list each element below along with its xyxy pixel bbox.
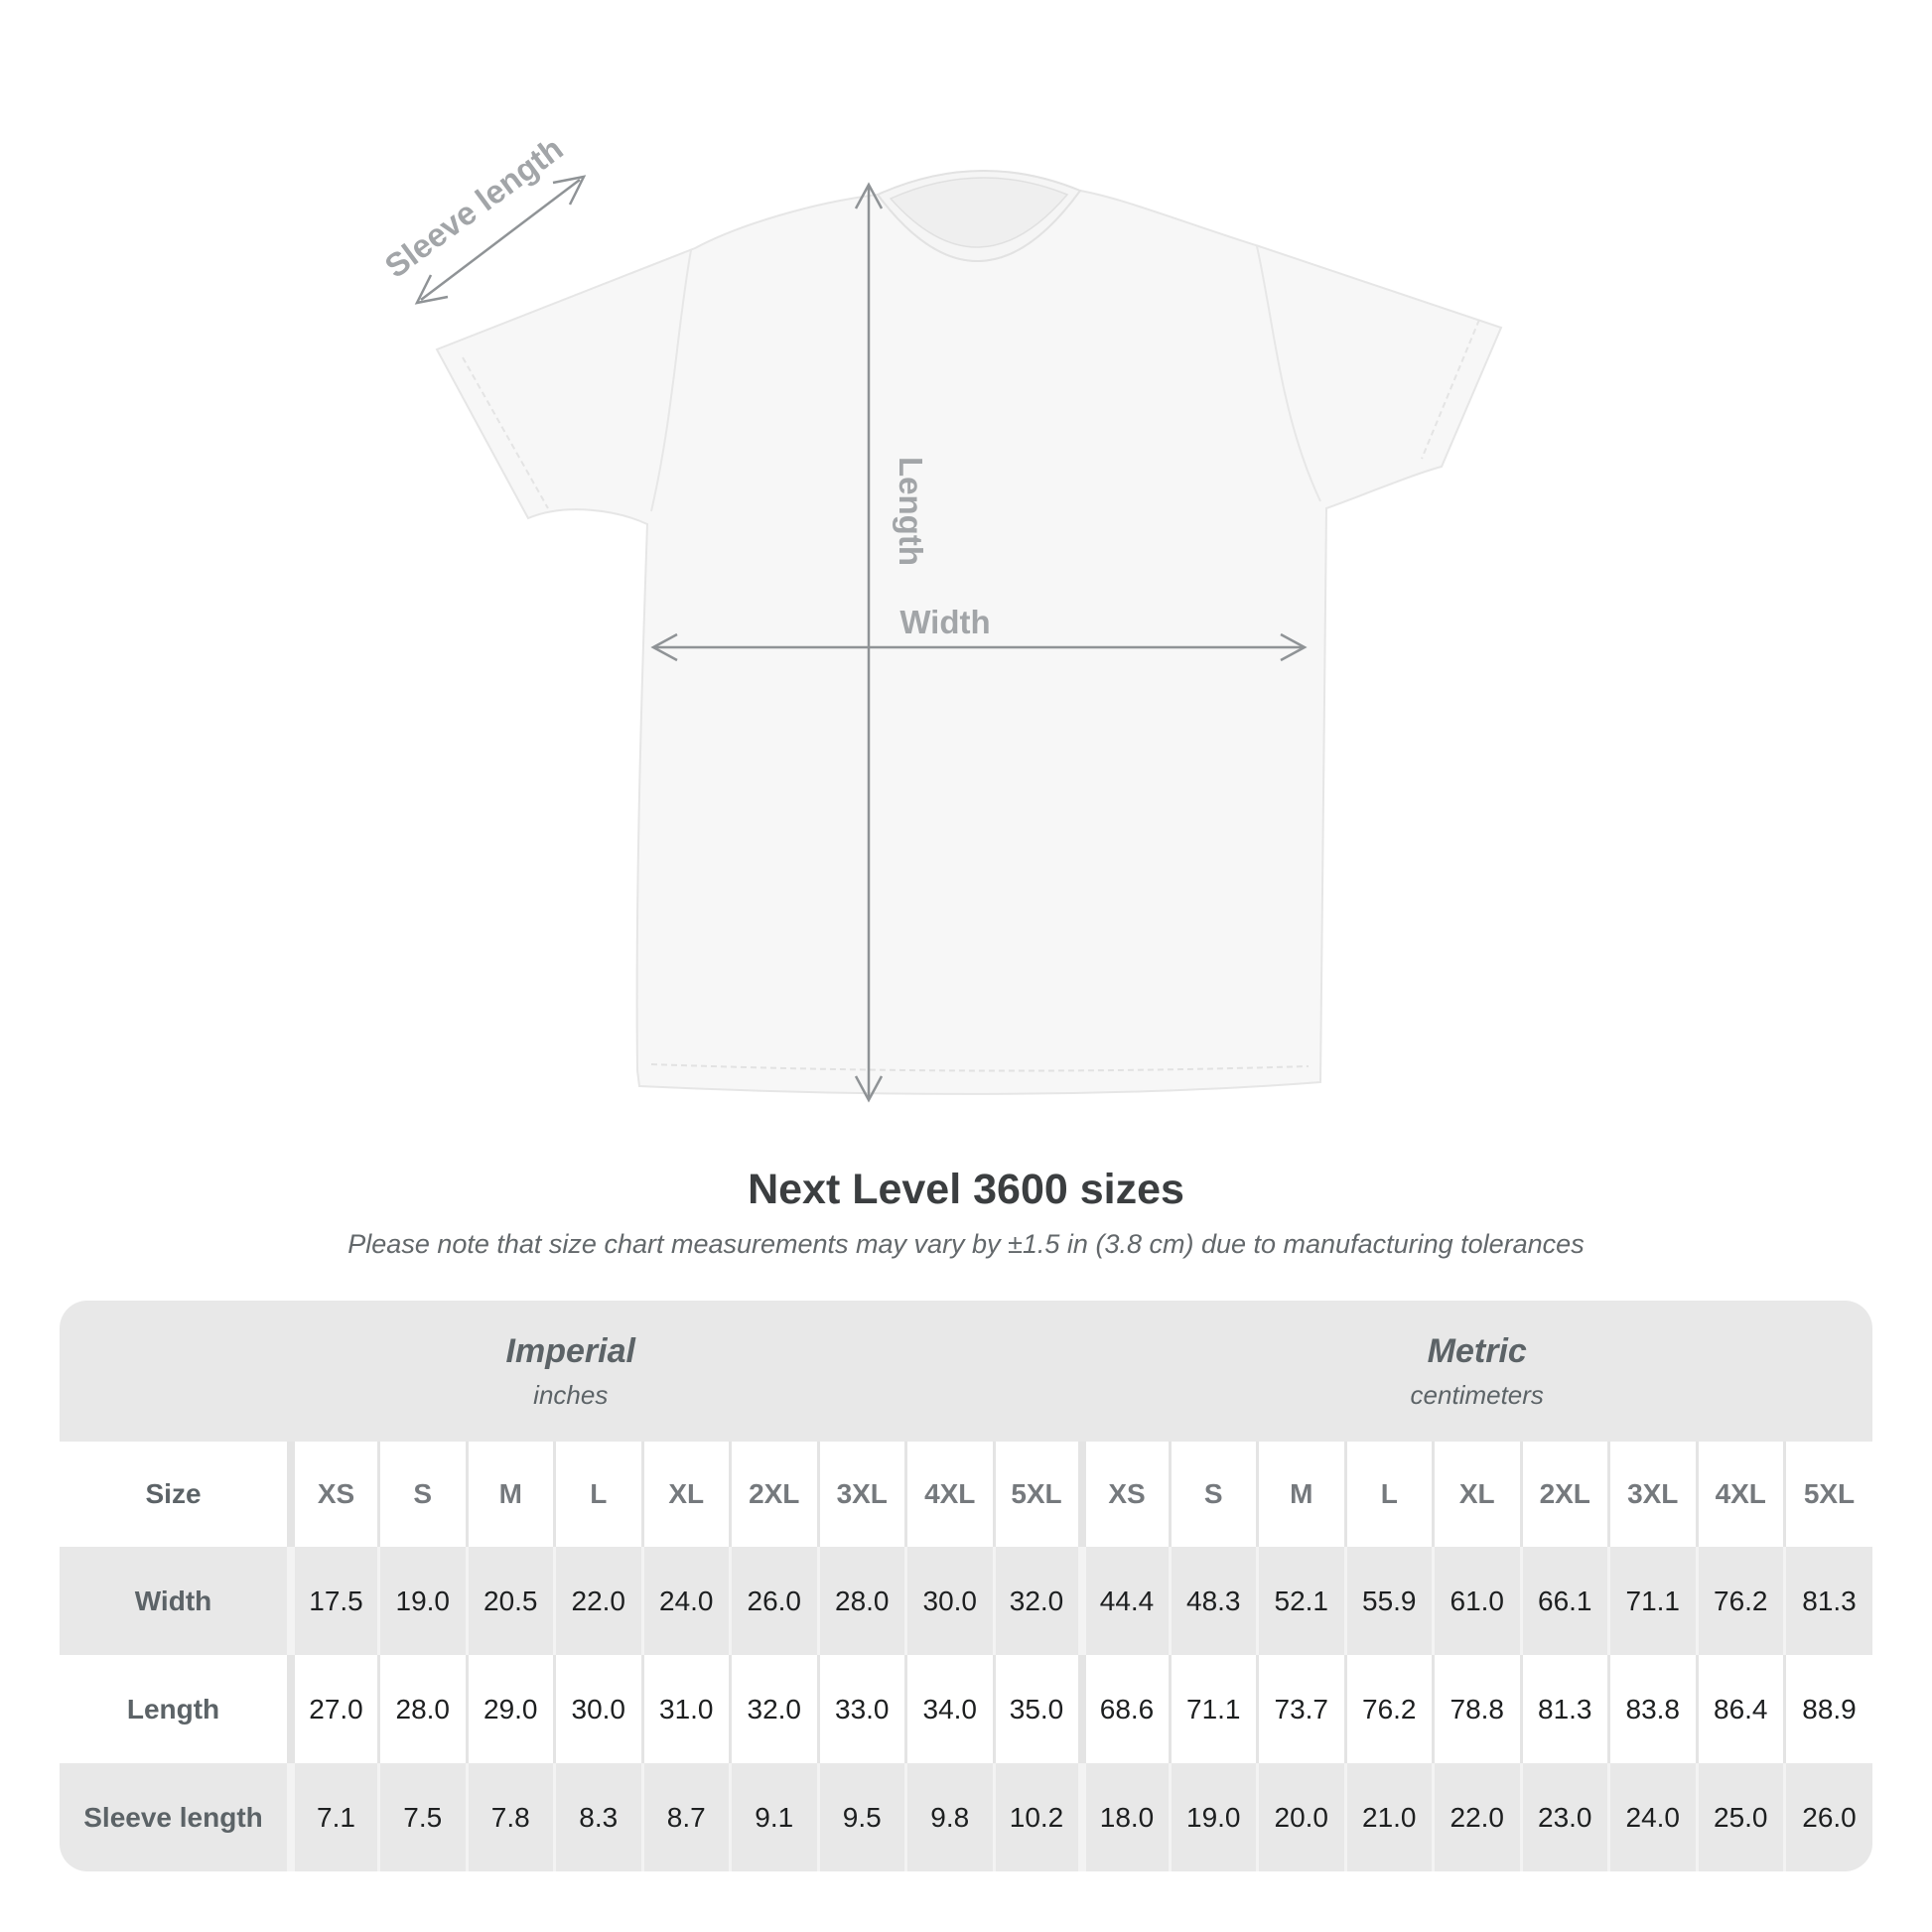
page-title: Next Level 3600 sizes: [748, 1166, 1184, 1213]
value-cell: 8.7: [642, 1763, 731, 1871]
size-cell: 5XL: [994, 1442, 1082, 1547]
value-cell: 22.0: [1434, 1763, 1522, 1871]
imperial-label: Imperial: [505, 1331, 635, 1370]
value-cell: 18.0: [1082, 1763, 1171, 1871]
value-cell: 19.0: [379, 1547, 468, 1655]
row-label-length: Length: [60, 1655, 291, 1763]
size-cell: L: [1345, 1442, 1434, 1547]
value-cell: 32.0: [994, 1547, 1082, 1655]
size-header-row: [60, 1442, 1872, 1547]
value-cell: 86.4: [1697, 1655, 1785, 1763]
value-cell: 83.8: [1609, 1655, 1698, 1763]
value-cell: 28.0: [379, 1655, 468, 1763]
value-cell: 7.5: [379, 1763, 468, 1871]
value-cell: 44.4: [1082, 1547, 1171, 1655]
size-cell: XL: [642, 1442, 731, 1547]
value-cell: 26.0: [1785, 1763, 1873, 1871]
value-cell: 73.7: [1258, 1655, 1346, 1763]
value-cell: 35.0: [994, 1655, 1082, 1763]
value-cell: 68.6: [1082, 1655, 1171, 1763]
size-cell: L: [555, 1442, 643, 1547]
sleeve-length-row: [60, 1763, 1872, 1871]
value-cell: 10.2: [994, 1763, 1082, 1871]
value-cell: 21.0: [1345, 1763, 1434, 1871]
value-cell: 33.0: [818, 1655, 906, 1763]
value-cell: 8.3: [555, 1763, 643, 1871]
metric-group-header: [1082, 1301, 1873, 1442]
value-cell: 71.1: [1609, 1547, 1698, 1655]
metric-label: Metric: [1427, 1331, 1527, 1370]
value-cell: 22.0: [555, 1547, 643, 1655]
size-cell: 4XL: [1697, 1442, 1785, 1547]
value-cell: 55.9: [1345, 1547, 1434, 1655]
value-cell: 23.0: [1521, 1763, 1609, 1871]
value-cell: 24.0: [1609, 1763, 1698, 1871]
value-cell: 27.0: [291, 1655, 379, 1763]
value-cell: 52.1: [1258, 1547, 1346, 1655]
row-label-sleeve-length: Sleeve length: [60, 1763, 291, 1871]
value-cell: 7.8: [467, 1763, 555, 1871]
value-cell: 20.0: [1258, 1763, 1346, 1871]
tolerance-note: Please note that size chart measurements may vary by ±1.5 in (3.8 cm) due to manufacturing tolerances: [347, 1229, 1585, 1259]
imperial-unit-label: inches: [533, 1379, 609, 1410]
size-cell: S: [1170, 1442, 1258, 1547]
value-cell: 9.8: [906, 1763, 995, 1871]
value-cell: 9.1: [731, 1763, 819, 1871]
length-row: [60, 1655, 1872, 1763]
value-cell: 71.1: [1170, 1655, 1258, 1763]
size-cell: 2XL: [1521, 1442, 1609, 1547]
row-label-width: Width: [60, 1547, 291, 1655]
value-cell: 34.0: [906, 1655, 995, 1763]
value-cell: 66.1: [1521, 1547, 1609, 1655]
length-label: Length: [893, 457, 929, 566]
value-cell: 31.0: [642, 1655, 731, 1763]
value-cell: 81.3: [1521, 1655, 1609, 1763]
size-cell: 3XL: [818, 1442, 906, 1547]
value-cell: 30.0: [906, 1547, 995, 1655]
size-cell: 5XL: [1785, 1442, 1873, 1547]
value-cell: 78.8: [1434, 1655, 1522, 1763]
value-cell: 7.1: [291, 1763, 379, 1871]
width-label: Width: [899, 604, 991, 640]
value-cell: 61.0: [1434, 1547, 1522, 1655]
value-cell: 24.0: [642, 1547, 731, 1655]
width-row: [60, 1547, 1872, 1655]
size-cell: S: [379, 1442, 468, 1547]
size-cell: 3XL: [1609, 1442, 1698, 1547]
value-cell: 25.0: [1697, 1763, 1785, 1871]
value-cell: 76.2: [1345, 1655, 1434, 1763]
value-cell: 20.5: [467, 1547, 555, 1655]
value-cell: 9.5: [818, 1763, 906, 1871]
imperial-group-header: [60, 1301, 1082, 1442]
tshirt-body: [437, 191, 1501, 1094]
metric-unit-label: centimeters: [1410, 1379, 1544, 1410]
value-cell: 32.0: [731, 1655, 819, 1763]
size-chart-table: [60, 1301, 1872, 1871]
value-cell: 48.3: [1170, 1547, 1258, 1655]
value-cell: 19.0: [1170, 1763, 1258, 1871]
value-cell: 81.3: [1785, 1547, 1873, 1655]
value-cell: 30.0: [555, 1655, 643, 1763]
value-cell: 76.2: [1697, 1547, 1785, 1655]
value-cell: 29.0: [467, 1655, 555, 1763]
value-cell: 17.5: [291, 1547, 379, 1655]
size-cell: M: [467, 1442, 555, 1547]
size-cell: XL: [1434, 1442, 1522, 1547]
size-cell: M: [1258, 1442, 1346, 1547]
unit-group-header-row: [60, 1301, 1872, 1442]
value-cell: 28.0: [818, 1547, 906, 1655]
value-cell: 26.0: [731, 1547, 819, 1655]
size-cell: XS: [1082, 1442, 1171, 1547]
size-cell: XS: [291, 1442, 379, 1547]
size-cell: 4XL: [906, 1442, 995, 1547]
size-cell: 2XL: [731, 1442, 819, 1547]
sleeve-length-label: Sleeve length: [377, 129, 570, 285]
value-cell: 88.9: [1785, 1655, 1873, 1763]
size-header-label: Size: [60, 1442, 291, 1547]
